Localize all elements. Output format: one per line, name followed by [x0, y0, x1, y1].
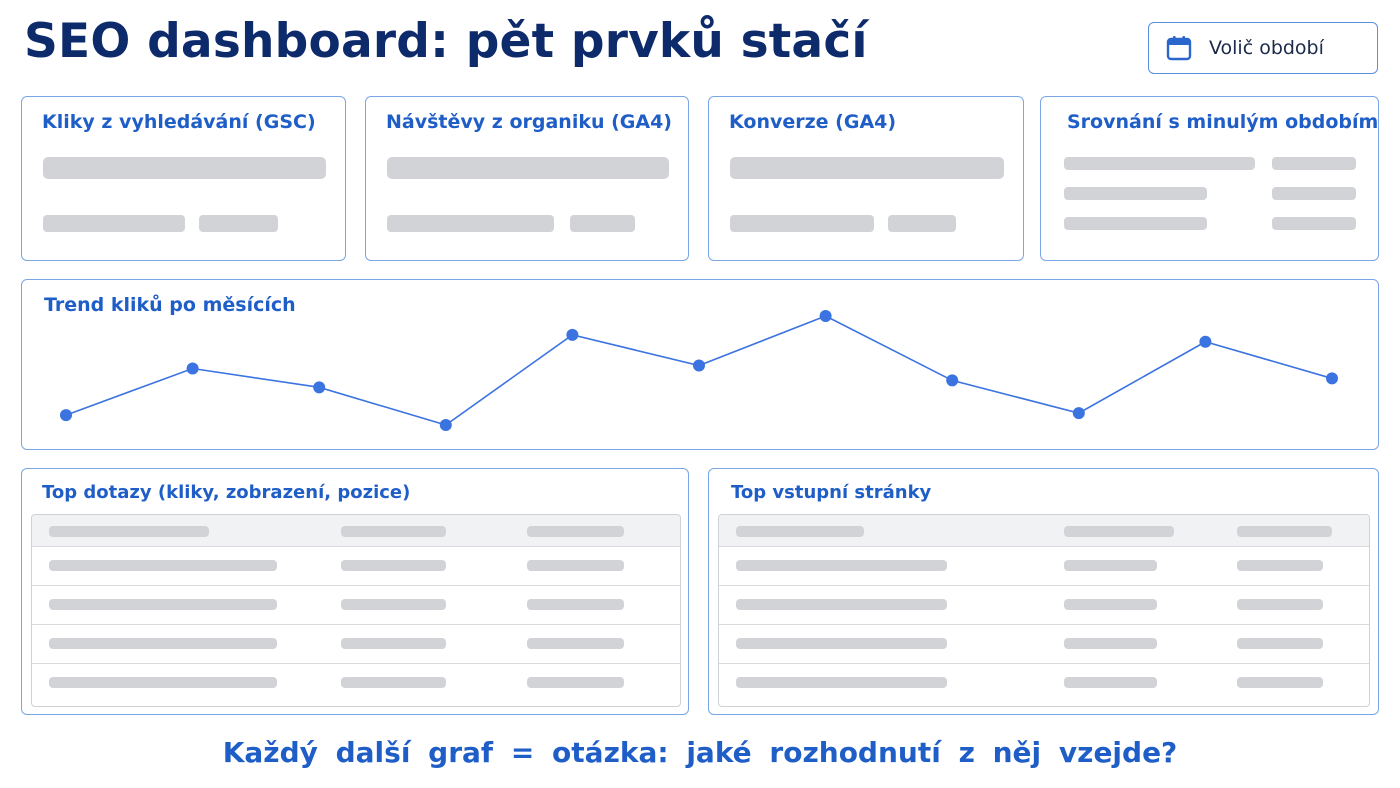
table-row[interactable]: [32, 664, 680, 703]
footer-note: Každý další graf = otázka: jaké rozhodnutí z něj vzejde?: [222, 736, 1178, 769]
table-header-row: [719, 515, 1369, 547]
comparison-placeholder: [1272, 187, 1356, 200]
cell-placeholder: [1237, 599, 1323, 610]
top-landing-pages-title: Top vstupní stránky: [731, 482, 932, 503]
kpi-meta-placeholder: [43, 215, 185, 232]
kpi-meta-placeholder: [888, 215, 956, 232]
cell-placeholder: [736, 677, 947, 688]
cell-placeholder: [341, 638, 446, 649]
kpi-meta-placeholder: [730, 215, 874, 232]
page-title: SEO dashboard: pět prvků stačí: [24, 14, 868, 69]
cell-placeholder: [736, 638, 947, 649]
cell-placeholder: [736, 599, 947, 610]
kpi-card-clicks[interactable]: [21, 96, 346, 261]
kpi-card-title: Srovnání s minulým obdobím: [1067, 111, 1379, 133]
trend-line-chart: [22, 280, 1377, 448]
cell-placeholder: [527, 599, 624, 610]
table-row[interactable]: [719, 664, 1369, 703]
cell-placeholder: [1064, 560, 1157, 571]
comparison-placeholder: [1064, 157, 1255, 170]
kpi-card-title: Kliky z vyhledávání (GSC): [42, 111, 316, 133]
cell-placeholder: [341, 677, 446, 688]
cell-placeholder: [1237, 677, 1323, 688]
cell-placeholder: [1064, 677, 1157, 688]
top-queries-card: [21, 468, 689, 715]
trend-data-point[interactable]: [566, 329, 578, 341]
comparison-placeholder: [1064, 187, 1207, 200]
header-cell-placeholder: [527, 526, 624, 537]
trend-data-point[interactable]: [313, 381, 325, 393]
kpi-card-comparison[interactable]: [1040, 96, 1379, 261]
comparison-placeholder: [1272, 157, 1356, 170]
comparison-placeholder: [1272, 217, 1356, 230]
kpi-card-conversions[interactable]: [708, 96, 1024, 261]
trend-data-point[interactable]: [1199, 336, 1211, 348]
trend-data-point[interactable]: [60, 409, 72, 421]
cell-placeholder: [736, 560, 947, 571]
kpi-value-placeholder: [387, 157, 669, 179]
table-row[interactable]: [719, 586, 1369, 625]
table-row[interactable]: [32, 625, 680, 664]
cell-placeholder: [1064, 599, 1157, 610]
trend-data-point[interactable]: [946, 374, 958, 386]
comparison-placeholder: [1064, 217, 1207, 230]
kpi-meta-placeholder: [199, 215, 278, 232]
table-row[interactable]: [719, 625, 1369, 664]
trend-data-point[interactable]: [693, 360, 705, 372]
trend-data-point[interactable]: [1073, 407, 1085, 419]
trend-data-point[interactable]: [1326, 372, 1338, 384]
kpi-meta-placeholder: [387, 215, 554, 232]
cell-placeholder: [49, 638, 277, 649]
top-landing-pages-card: [708, 468, 1379, 715]
kpi-value-placeholder: [730, 157, 1004, 179]
cell-placeholder: [527, 677, 624, 688]
cell-placeholder: [1237, 638, 1323, 649]
header-cell-placeholder: [49, 526, 209, 537]
kpi-value-placeholder: [43, 157, 326, 179]
top-queries-table: [31, 514, 681, 707]
cell-placeholder: [341, 560, 446, 571]
cell-placeholder: [1237, 560, 1323, 571]
top-queries-title: Top dotazy (kliky, zobrazení, pozice): [42, 482, 411, 503]
kpi-meta-placeholder: [570, 215, 635, 232]
trend-data-point[interactable]: [440, 419, 452, 431]
table-row[interactable]: [719, 547, 1369, 586]
cell-placeholder: [49, 677, 277, 688]
header-cell-placeholder: [341, 526, 446, 537]
trend-data-point[interactable]: [820, 310, 832, 322]
cell-placeholder: [341, 599, 446, 610]
cell-placeholder: [1064, 638, 1157, 649]
trend-data-point[interactable]: [187, 363, 199, 375]
header-cell-placeholder: [1237, 526, 1332, 537]
top-landing-pages-table: [718, 514, 1370, 707]
calendar-icon: [1165, 34, 1193, 62]
table-row[interactable]: [32, 547, 680, 586]
trend-card: [21, 279, 1379, 450]
kpi-card-title: Návštěvy z organiku (GA4): [386, 111, 672, 133]
cell-placeholder: [527, 638, 624, 649]
cell-placeholder: [527, 560, 624, 571]
header-cell-placeholder: [1064, 526, 1174, 537]
table-row[interactable]: [32, 586, 680, 625]
table-header-row: [32, 515, 680, 547]
cell-placeholder: [49, 560, 277, 571]
cell-placeholder: [49, 599, 277, 610]
period-picker-label: Volič období: [1209, 37, 1324, 59]
period-picker-button[interactable]: [1148, 22, 1378, 74]
header-cell-placeholder: [736, 526, 864, 537]
kpi-card-sessions[interactable]: [365, 96, 689, 261]
kpi-card-title: Konverze (GA4): [729, 111, 897, 133]
trend-card-title: Trend kliků po měsících: [44, 294, 296, 316]
